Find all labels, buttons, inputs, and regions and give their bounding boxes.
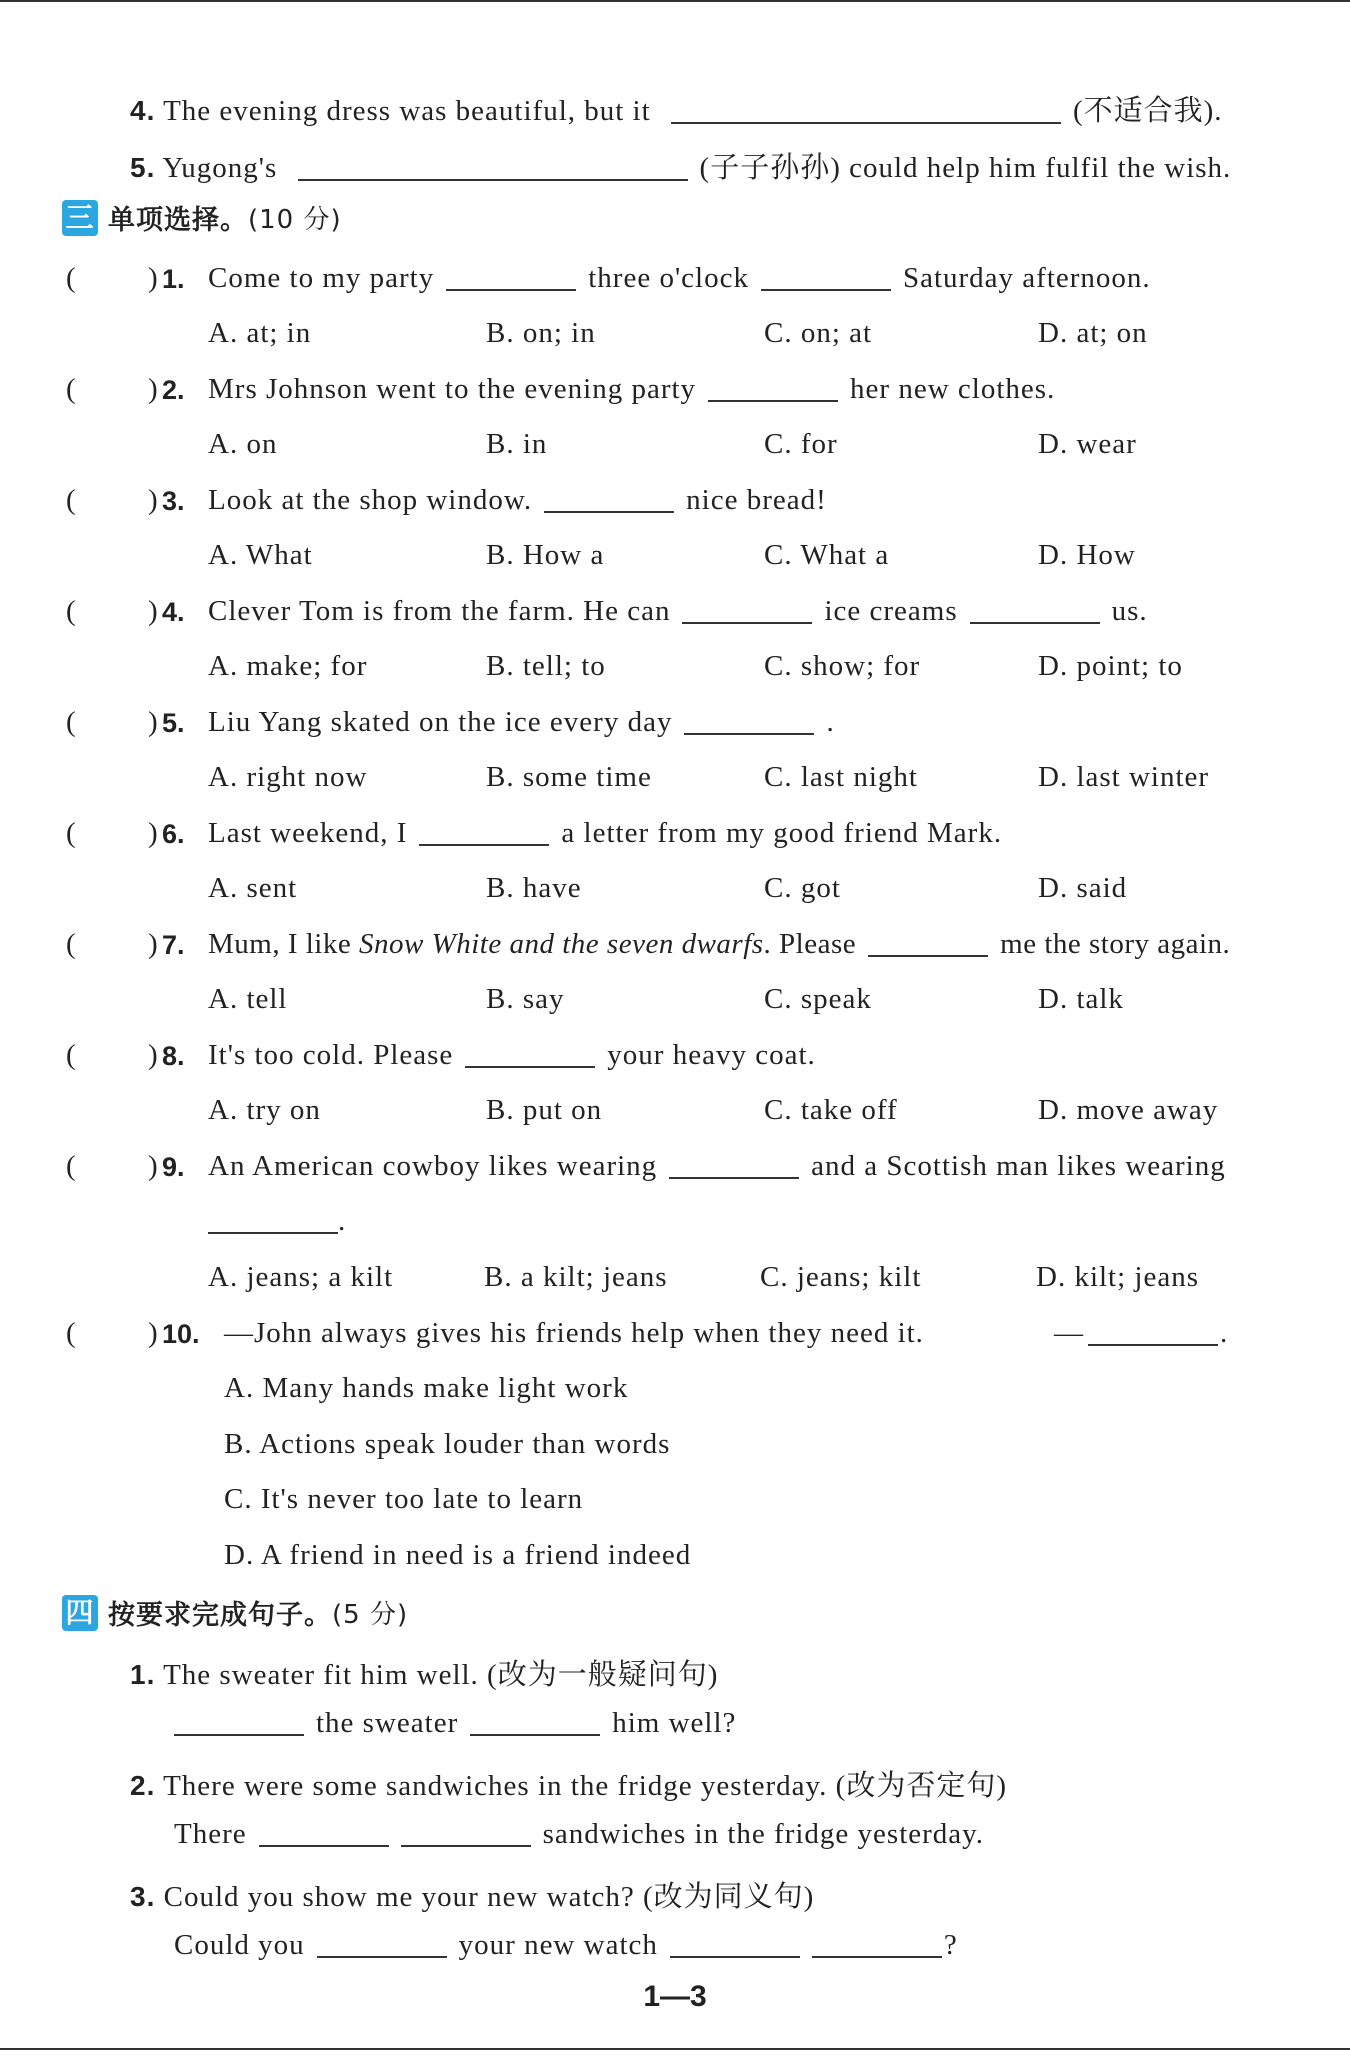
option-c[interactable]: C. for [764,428,838,460]
question-text: Mrs Johnson went to the evening party [208,373,697,405]
answer-text: Could you [174,1929,305,1961]
question-text: Clever Tom is from the farm. He can [208,595,671,627]
question-text: Last weekend, I [208,817,408,849]
option-a[interactable]: A. make; for [208,650,368,682]
option-b[interactable]: B. Actions speak louder than words [224,1428,671,1460]
option-d[interactable]: D. A friend in need is a friend indeed [224,1539,692,1571]
answer-blank[interactable] [868,954,988,957]
answer-text: him well? [612,1707,737,1739]
question-7 [208,928,1230,961]
option-c[interactable]: C. jeans; kilt [760,1261,922,1293]
item-text: Yugong's [162,152,278,184]
section-title: 按要求完成句子。 [108,1600,332,1631]
question-5 [208,706,835,739]
question-text: —John always gives his friends help when they need it. [224,1317,924,1349]
answer-blank[interactable] [208,1231,338,1234]
bottom-border [0,2048,1350,2050]
option-b[interactable]: B. some time [486,761,652,793]
answer-text: the sweater [316,1707,459,1739]
item-number: 4. [130,95,156,126]
question-text: your heavy coat. [607,1039,816,1071]
answer-blank[interactable] [298,178,688,181]
answer-paren-open: ( [66,1150,76,1182]
answer-blank[interactable] [1088,1343,1218,1346]
question-number: 7. [162,930,185,960]
option-c[interactable]: C. got [764,872,841,904]
answer-blank[interactable] [970,621,1100,624]
answer-paren-open: ( [66,817,76,849]
answer-paren-close[interactable]: ) [148,1150,158,1182]
item-number: 3. [130,1881,156,1912]
section-3-header [62,198,342,237]
question-text: . [826,706,835,738]
question-text: her new clothes. [850,373,1056,405]
question-number: 5. [162,708,185,738]
answer-paren-close[interactable]: ) [148,373,158,405]
answer-text: There [174,1818,247,1850]
question-9 [208,1150,1226,1183]
question-text: a letter from my good friend Mark. [561,817,1003,849]
question-text: three o'clock [588,262,749,294]
option-d[interactable]: D. point; to [1038,650,1183,682]
rewrite-answer-3 [174,1929,958,1962]
option-a[interactable]: A. right now [208,761,368,793]
item-number: 1. [130,1659,156,1690]
item-text: The sweater fit him well. (改为一般疑问句) [163,1659,719,1691]
section-score: (10 分) [248,205,342,235]
question-10-reply [1054,1317,1228,1350]
question-text: Saturday afternoon. [902,262,1151,294]
answer-paren-close[interactable]: ) [148,1039,158,1071]
option-c[interactable]: C. speak [764,983,872,1015]
answer-blank[interactable] [669,1176,799,1179]
option-d[interactable]: D. talk [1038,983,1124,1015]
answer-blank[interactable] [317,1955,447,1958]
question-number: 1. [162,264,185,294]
answer-paren-open: ( [66,1317,76,1349]
item-text: The evening dress was beautiful, but it [163,95,651,127]
question-text: Look at the shop window. [208,484,533,516]
answer-blank[interactable] [684,732,814,735]
option-a[interactable]: A. try on [208,1094,321,1126]
question-number: 4. [162,597,185,627]
item-hint: (子子孙孙) could help him fulfil the wish. [699,152,1232,184]
answer-paren-close[interactable]: ) [148,1317,158,1349]
option-a[interactable]: A. jeans; a kilt [208,1261,394,1293]
rewrite-answer-1 [174,1707,736,1740]
rewrite-answer-2 [174,1818,984,1851]
answer-paren-open: ( [66,928,76,960]
question-text: An American cowboy likes wearing [208,1150,658,1182]
question-9-continued [208,1205,346,1238]
option-d[interactable]: D. move away [1038,1094,1219,1126]
option-c[interactable]: C. It's never too late to learn [224,1483,584,1515]
fill-item-4 [130,88,1223,129]
question-text: ice creams [824,595,958,627]
option-b[interactable]: B. How a [486,539,605,571]
answer-paren-open: ( [66,595,76,627]
answer-paren-close[interactable]: ) [148,706,158,738]
rewrite-item-2 [130,1763,1007,1804]
top-border [0,0,1350,2]
answer-text: sandwiches in the fridge yesterday. [542,1818,985,1850]
question-number: 9. [162,1152,185,1182]
answer-text: ? [943,1929,958,1961]
answer-paren-close[interactable]: ) [148,262,158,294]
item-text: Could you show me your new watch? (改为同义句) [163,1881,815,1913]
answer-blank[interactable] [812,1955,942,1958]
question-text: — [1054,1317,1084,1349]
answer-blank[interactable] [259,1844,389,1847]
answer-paren-close[interactable]: ) [148,817,158,849]
question-number: 6. [162,819,185,849]
page-number: 1—3 [643,1980,707,2013]
option-b[interactable]: B. on; in [486,317,596,349]
answer-blank[interactable] [470,1733,600,1736]
option-d[interactable]: D. wear [1038,428,1137,460]
question-4 [208,595,1148,628]
answer-paren-close[interactable]: ) [148,484,158,516]
option-d[interactable]: D. kilt; jeans [1036,1261,1200,1293]
answer-blank[interactable] [671,121,1061,124]
option-a[interactable]: A. tell [208,983,288,1015]
item-hint: (不适合我). [1072,95,1223,127]
option-b[interactable]: B. in [486,428,548,460]
answer-paren-open: ( [66,706,76,738]
answer-blank[interactable] [761,288,891,291]
question-text: and a Scottish man likes wearing [811,1150,1226,1182]
rewrite-item-3 [130,1874,814,1915]
option-b[interactable]: B. have [486,872,582,904]
option-d[interactable]: D. said [1038,872,1128,904]
option-b[interactable]: B. say [486,983,565,1015]
question-text: me the story again. [1000,928,1231,960]
question-text: . [338,1205,347,1237]
fill-item-5 [130,145,1231,186]
answer-paren-open: ( [66,1039,76,1071]
option-d[interactable]: D. last winter [1038,761,1210,793]
question-text: It's too cold. Please [208,1039,454,1071]
answer-paren-open: ( [66,262,76,294]
story-title: Snow White and the seven dwarfs [359,928,764,960]
question-text: Come to my party [208,262,435,294]
option-a[interactable]: A. on [208,428,278,460]
answer-blank[interactable] [401,1844,531,1847]
section-4-header [62,1593,408,1632]
option-a[interactable]: A. Many hands make light work [224,1372,629,1404]
option-a[interactable]: A. sent [208,872,298,904]
question-text: Liu Yang skated on the ice every day [208,706,673,738]
answer-blank[interactable] [708,399,838,402]
section-title: 单项选择。 [108,205,248,236]
answer-paren-open: ( [66,484,76,516]
option-a[interactable]: A. at; in [208,317,312,349]
option-c[interactable]: C. on; at [764,317,873,349]
item-number: 5. [130,152,156,183]
question-number: 2. [162,375,185,405]
question-text: us. [1111,595,1148,627]
question-1 [208,262,1151,295]
option-b[interactable]: B. put on [486,1094,603,1126]
question-text: Mum, I like [208,928,352,960]
question-number: 8. [162,1041,185,1071]
section-score: (5 分) [332,1600,409,1630]
question-text: . [1220,1317,1229,1349]
question-text: nice bread! [686,484,827,516]
option-b[interactable]: B. tell; to [486,650,606,682]
question-number: 10. [162,1319,200,1349]
question-number: 3. [162,486,185,516]
question-text: . Please [763,928,857,960]
item-text: There were some sandwiches in the fridge yesterday. (改为否定句) [163,1770,1007,1802]
rewrite-item-1 [130,1652,718,1693]
answer-blank[interactable] [465,1065,595,1068]
option-c[interactable]: C. show; for [764,650,921,682]
option-b[interactable]: B. a kilt; jeans [484,1261,668,1293]
answer-blank[interactable] [174,1733,304,1736]
answer-paren-close[interactable]: ) [148,928,158,960]
option-d[interactable]: D. at; on [1038,317,1148,349]
answer-blank[interactable] [446,288,576,291]
item-number: 2. [130,1770,156,1801]
answer-paren-close[interactable]: ) [148,595,158,627]
question-3 [208,484,827,517]
option-c[interactable]: C. last night [764,761,918,793]
question-6 [208,817,1002,850]
option-d[interactable]: D. How [1038,539,1136,571]
question-2 [208,373,1055,406]
answer-blank[interactable] [682,621,812,624]
question-10 [224,1317,924,1350]
answer-paren-open: ( [66,373,76,405]
option-c[interactable]: C. take off [764,1094,898,1126]
question-8 [208,1039,816,1072]
option-a[interactable]: A. What [208,539,313,571]
answer-blank[interactable] [419,843,549,846]
answer-text: your new watch [458,1929,658,1961]
answer-blank[interactable] [544,510,674,513]
section-badge: 四 [62,1595,98,1631]
answer-blank[interactable] [670,1955,800,1958]
option-c[interactable]: C. What a [764,539,890,571]
section-badge: 三 [62,200,98,236]
